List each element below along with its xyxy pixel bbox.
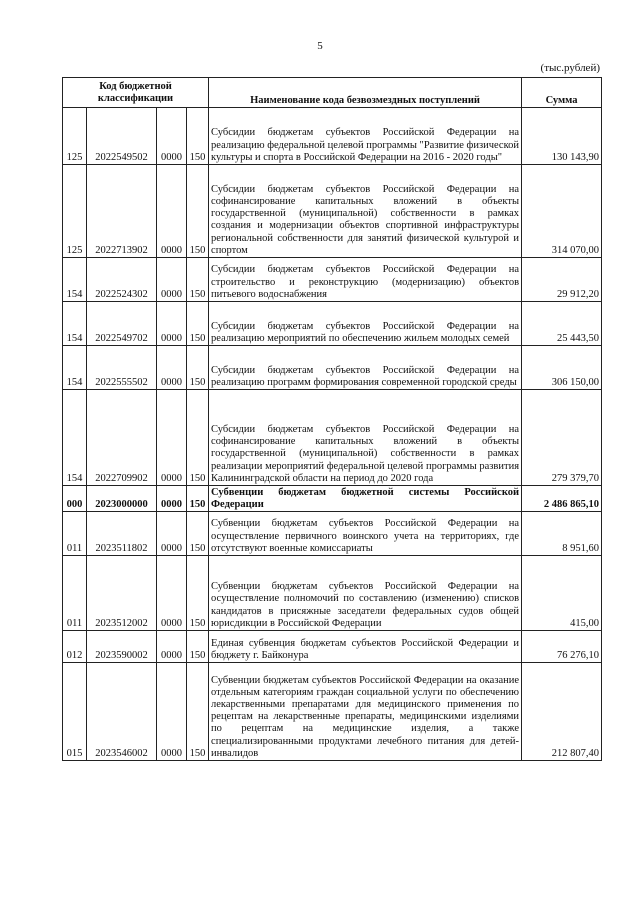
row-sum: 25 443,50 bbox=[522, 302, 602, 346]
row-admin-code: 125 bbox=[63, 108, 87, 165]
row-name: Субсидии бюджетам субъектов Российской Федерации на реализацию федеральной целевой программы "Развитие физической культуры и спорта в Российской Федерации на 2016 - 2020 годы" bbox=[209, 108, 522, 165]
row-name: Субсидии бюджетам субъектов Российской Федерации на строительство и реконструкцию (модернизацию) объектов питьевого водоснабжения bbox=[209, 258, 522, 302]
row-name: Единая субвенция бюджетам субъектов Российской Федерации и бюджету г. Байконура bbox=[209, 631, 522, 663]
row-budget-code: 2022709902 bbox=[87, 390, 157, 486]
row-admin-code: 154 bbox=[63, 390, 87, 486]
row-name: Субсидии бюджетам субъектов Российской Федерации на софинансирование капитальных вложений в объекты государственной (муниципальной) собственности в рамках реализации мероприятий федеральной целевой программы развития Калининградской области на период до 2020 года bbox=[209, 390, 522, 486]
units-label: (тыс.рублей) bbox=[540, 62, 600, 74]
header-code: Код бюджетной классификации bbox=[63, 78, 209, 108]
row-sum: 130 143,90 bbox=[522, 108, 602, 165]
row-element-code: 150 bbox=[187, 258, 209, 302]
row-budget-code: 2022555502 bbox=[87, 346, 157, 390]
row-sum: 8 951,60 bbox=[522, 512, 602, 556]
row-budget-code: 2023000000 bbox=[87, 486, 157, 512]
row-budget-code: 2023511802 bbox=[87, 512, 157, 556]
row-admin-code: 154 bbox=[63, 302, 87, 346]
row-admin-code: 015 bbox=[63, 663, 87, 761]
table-row bbox=[63, 663, 602, 761]
row-name: Субсидии бюджетам субъектов Российской Федерации на реализацию программ формирования современной городской среды bbox=[209, 346, 522, 390]
row-element-code: 150 bbox=[187, 512, 209, 556]
row-name: Субсидии бюджетам субъектов Российской Федерации на реализацию мероприятий по обеспечению жильем молодых семей bbox=[209, 302, 522, 346]
row-admin-code: 000 bbox=[63, 486, 87, 512]
row-budget-code: 2022524302 bbox=[87, 258, 157, 302]
row-admin-code: 154 bbox=[63, 258, 87, 302]
row-element-code: 150 bbox=[187, 390, 209, 486]
row-name: Субвенции бюджетам субъектов Российской Федерации на осуществление полномочий по составлению (изменению) списков кандидатов в присяжные заседатели федеральных судов общей юрисдикции в Российской Федерации bbox=[209, 556, 522, 631]
row-budget-code: 2022713902 bbox=[87, 165, 157, 258]
header-name: Наименование кода безвозмездных поступлений bbox=[209, 78, 522, 108]
row-element-code: 150 bbox=[187, 165, 209, 258]
row-subcode: 0000 bbox=[157, 258, 187, 302]
row-admin-code: 125 bbox=[63, 165, 87, 258]
row-element-code: 150 bbox=[187, 486, 209, 512]
table-row bbox=[63, 512, 602, 556]
row-admin-code: 011 bbox=[63, 512, 87, 556]
row-sum: 314 070,00 bbox=[522, 165, 602, 258]
row-name: Субвенции бюджетам субъектов Российской Федерации на осуществление первичного воинского учета на территориях, где отсутствуют военные комиссариаты bbox=[209, 512, 522, 556]
table-row bbox=[63, 165, 602, 258]
row-subcode: 0000 bbox=[157, 486, 187, 512]
table-row bbox=[63, 556, 602, 631]
row-admin-code: 012 bbox=[63, 631, 87, 663]
table-row bbox=[63, 390, 602, 486]
table-row bbox=[63, 486, 602, 512]
header-sum: Сумма bbox=[522, 78, 602, 108]
row-subcode: 0000 bbox=[157, 556, 187, 631]
page-number: 5 bbox=[317, 40, 323, 52]
row-subcode: 0000 bbox=[157, 663, 187, 761]
row-subcode: 0000 bbox=[157, 165, 187, 258]
row-element-code: 150 bbox=[187, 663, 209, 761]
table-row bbox=[63, 302, 602, 346]
row-name: Субсидии бюджетам субъектов Российской Федерации на софинансирование капитальных вложений в объекты государственной (муниципальной) собственности в рамках создания и модернизации объектов спортивной инфраструктуры региональной собственности для занятий физической культурой и спортом bbox=[209, 165, 522, 258]
row-sum: 415,00 bbox=[522, 556, 602, 631]
row-admin-code: 011 bbox=[63, 556, 87, 631]
row-element-code: 150 bbox=[187, 631, 209, 663]
row-element-code: 150 bbox=[187, 302, 209, 346]
row-subcode: 0000 bbox=[157, 631, 187, 663]
row-budget-code: 2022549702 bbox=[87, 302, 157, 346]
row-name: Субвенции бюджетам субъектов Российской Федерации на оказание отдельным категориям граждан социальной услуги по обеспечению лекарственными препаратами для медицинского применения по рецептам на лекарственные препараты, медицинскими изделиями по рецептам на медицинские изделия, а также специализированными продуктами лечебного питания для детей-инвалидов bbox=[209, 663, 522, 761]
table-row bbox=[63, 108, 602, 165]
row-sum: 29 912,20 bbox=[522, 258, 602, 302]
table-row bbox=[63, 346, 602, 390]
budget-table bbox=[62, 77, 602, 761]
row-element-code: 150 bbox=[187, 108, 209, 165]
row-sum: 306 150,00 bbox=[522, 346, 602, 390]
row-subcode: 0000 bbox=[157, 512, 187, 556]
row-budget-code: 2023590002 bbox=[87, 631, 157, 663]
table-row bbox=[63, 258, 602, 302]
row-sum: 2 486 865,10 bbox=[522, 486, 602, 512]
row-budget-code: 2022549502 bbox=[87, 108, 157, 165]
row-element-code: 150 bbox=[187, 346, 209, 390]
row-element-code: 150 bbox=[187, 556, 209, 631]
row-budget-code: 2023512002 bbox=[87, 556, 157, 631]
row-budget-code: 2023546002 bbox=[87, 663, 157, 761]
row-name: Субвенции бюджетам бюджетной системы Российской Федерации bbox=[209, 486, 522, 512]
row-sum: 212 807,40 bbox=[522, 663, 602, 761]
row-admin-code: 154 bbox=[63, 346, 87, 390]
row-subcode: 0000 bbox=[157, 390, 187, 486]
row-sum: 279 379,70 bbox=[522, 390, 602, 486]
row-subcode: 0000 bbox=[157, 346, 187, 390]
table-header-row bbox=[63, 78, 602, 108]
row-sum: 76 276,10 bbox=[522, 631, 602, 663]
row-subcode: 0000 bbox=[157, 302, 187, 346]
row-subcode: 0000 bbox=[157, 108, 187, 165]
table-row bbox=[63, 631, 602, 663]
